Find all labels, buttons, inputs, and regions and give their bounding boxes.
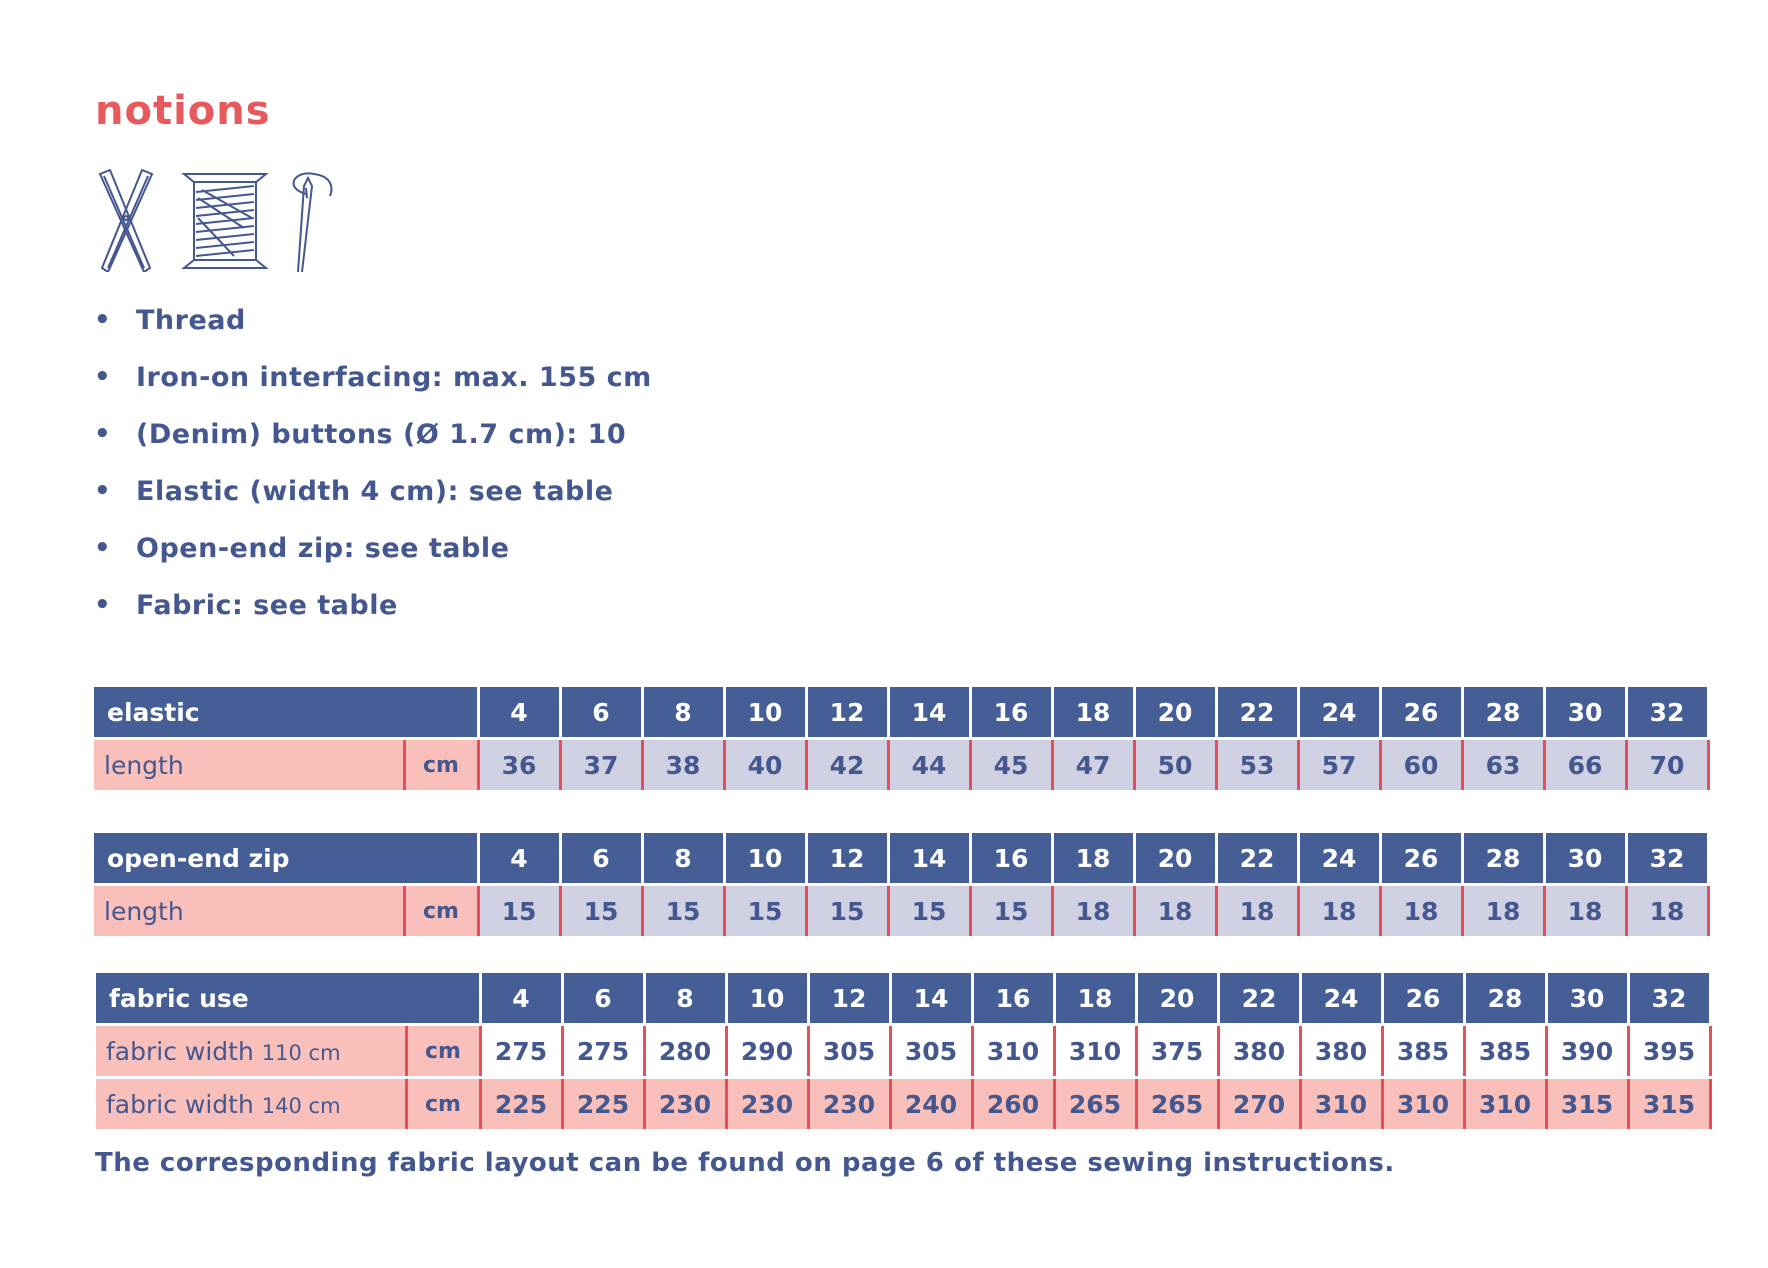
size-header: 26 bbox=[1380, 687, 1462, 737]
footnote: The corresponding fabric layout can be found on page 6 of these sewing instructions. bbox=[95, 1148, 1395, 1178]
row-label bbox=[96, 1026, 406, 1076]
size-header: 10 bbox=[724, 687, 806, 737]
table-row bbox=[96, 1079, 1710, 1129]
table-cell: 275 bbox=[562, 1026, 644, 1076]
size-header: 4 bbox=[480, 973, 562, 1023]
row-unit: cm bbox=[406, 1079, 480, 1129]
row-label-text: length bbox=[104, 896, 184, 926]
size-header: 24 bbox=[1298, 833, 1380, 883]
table-cell: 385 bbox=[1464, 1026, 1546, 1076]
size-header: 8 bbox=[642, 687, 724, 737]
table-cell: 315 bbox=[1628, 1079, 1710, 1129]
row-label-text: fabric width bbox=[106, 1036, 254, 1066]
size-header: 6 bbox=[560, 687, 642, 737]
list-item: • (Denim) buttons (Ø 1.7 cm): 10 bbox=[94, 419, 627, 450]
row-label bbox=[94, 886, 404, 936]
table-cell: 290 bbox=[726, 1026, 808, 1076]
table-cell: 18 bbox=[1216, 886, 1298, 936]
size-header: 30 bbox=[1544, 687, 1626, 737]
size-header: 16 bbox=[972, 973, 1054, 1023]
row-label-suffix: 110 cm bbox=[261, 1040, 341, 1065]
list-item-text: Open-end zip: see table bbox=[136, 533, 510, 564]
size-header: 18 bbox=[1052, 833, 1134, 883]
list-item: • Elastic (width 4 cm): see table bbox=[94, 476, 614, 507]
notions-list bbox=[94, 305, 652, 647]
table-cell: 60 bbox=[1380, 740, 1462, 790]
table-cell: 380 bbox=[1218, 1026, 1300, 1076]
table-row bbox=[94, 886, 1708, 936]
table-cell: 15 bbox=[970, 886, 1052, 936]
table-cell: 265 bbox=[1136, 1079, 1218, 1129]
row-label-text: length bbox=[104, 750, 184, 780]
size-header: 12 bbox=[806, 833, 888, 883]
size-header: 8 bbox=[642, 833, 724, 883]
table-cell: 66 bbox=[1544, 740, 1626, 790]
table-header-row bbox=[94, 833, 1708, 883]
table-cell: 37 bbox=[560, 740, 642, 790]
table-cell: 45 bbox=[970, 740, 1052, 790]
table-cell: 36 bbox=[478, 740, 560, 790]
size-header: 26 bbox=[1380, 833, 1462, 883]
size-header: 18 bbox=[1052, 687, 1134, 737]
size-header: 20 bbox=[1136, 973, 1218, 1023]
size-header: 8 bbox=[644, 973, 726, 1023]
row-label bbox=[96, 1079, 406, 1129]
table-cell: 225 bbox=[562, 1079, 644, 1129]
size-header: 18 bbox=[1054, 973, 1136, 1023]
table-cell: 280 bbox=[644, 1026, 726, 1076]
size-header: 26 bbox=[1382, 973, 1464, 1023]
notions-icons bbox=[94, 168, 354, 272]
row-label bbox=[94, 740, 404, 790]
list-item-text: Thread bbox=[136, 305, 246, 336]
list-item: • Iron-on interfacing: max. 155 cm bbox=[94, 362, 652, 393]
table-cell: 305 bbox=[808, 1026, 890, 1076]
table-cell: 40 bbox=[724, 740, 806, 790]
table-cell: 63 bbox=[1462, 740, 1544, 790]
list-item-text: Fabric: see table bbox=[136, 590, 398, 621]
table-row bbox=[96, 1026, 1710, 1076]
table-cell: 390 bbox=[1546, 1026, 1628, 1076]
size-header: 22 bbox=[1216, 687, 1298, 737]
table-header-row bbox=[96, 973, 1710, 1023]
row-unit: cm bbox=[406, 1026, 480, 1076]
size-header: 10 bbox=[724, 833, 806, 883]
size-header: 14 bbox=[888, 687, 970, 737]
table-cell: 225 bbox=[480, 1079, 562, 1129]
size-header: 16 bbox=[970, 687, 1052, 737]
list-item-text: Iron-on interfacing: max. 155 cm bbox=[136, 362, 652, 393]
size-header: 30 bbox=[1544, 833, 1626, 883]
size-header: 22 bbox=[1216, 833, 1298, 883]
size-header: 32 bbox=[1628, 973, 1710, 1023]
size-header: 32 bbox=[1626, 687, 1708, 737]
size-header: 20 bbox=[1134, 833, 1216, 883]
size-header: 30 bbox=[1546, 973, 1628, 1023]
table-header-row bbox=[94, 687, 1708, 737]
list-item-text: Elastic (width 4 cm): see table bbox=[136, 476, 614, 507]
table-cell: 44 bbox=[888, 740, 970, 790]
table-cell: 18 bbox=[1626, 886, 1708, 936]
table-cell: 18 bbox=[1298, 886, 1380, 936]
size-header: 22 bbox=[1218, 973, 1300, 1023]
row-label-suffix: 140 cm bbox=[261, 1093, 341, 1118]
list-item: • Thread bbox=[94, 305, 246, 336]
size-header: 4 bbox=[478, 833, 560, 883]
table-cell: 18 bbox=[1462, 886, 1544, 936]
table-cell: 315 bbox=[1546, 1079, 1628, 1129]
table-cell: 18 bbox=[1380, 886, 1462, 936]
table-cell: 18 bbox=[1544, 886, 1626, 936]
table-cell: 310 bbox=[1300, 1079, 1382, 1129]
table-cell: 375 bbox=[1136, 1026, 1218, 1076]
thread-spool-icon bbox=[184, 174, 266, 268]
table-cell: 230 bbox=[726, 1079, 808, 1129]
size-header: 12 bbox=[808, 973, 890, 1023]
table-cell: 50 bbox=[1134, 740, 1216, 790]
table-row bbox=[94, 740, 1708, 790]
table-cell: 240 bbox=[890, 1079, 972, 1129]
table-cell: 15 bbox=[724, 886, 806, 936]
page-title: notions bbox=[95, 88, 271, 134]
size-header: 28 bbox=[1462, 833, 1544, 883]
table-cell: 310 bbox=[1054, 1026, 1136, 1076]
table-cell: 15 bbox=[888, 886, 970, 936]
table-cell: 38 bbox=[642, 740, 724, 790]
size-header: 6 bbox=[562, 973, 644, 1023]
size-header: 16 bbox=[970, 833, 1052, 883]
size-header: 24 bbox=[1300, 973, 1382, 1023]
table-cell: 15 bbox=[478, 886, 560, 936]
table-cell: 310 bbox=[972, 1026, 1054, 1076]
table-title: fabric use bbox=[96, 973, 480, 1023]
table-cell: 305 bbox=[890, 1026, 972, 1076]
size-header: 24 bbox=[1298, 687, 1380, 737]
row-unit: cm bbox=[404, 886, 478, 936]
table-cell: 230 bbox=[808, 1079, 890, 1129]
size-header: 14 bbox=[888, 833, 970, 883]
table-cell: 70 bbox=[1626, 740, 1708, 790]
table-cell: 270 bbox=[1218, 1079, 1300, 1129]
table-cell: 310 bbox=[1464, 1079, 1546, 1129]
size-header: 12 bbox=[806, 687, 888, 737]
size-header: 10 bbox=[726, 973, 808, 1023]
table-cell: 230 bbox=[644, 1079, 726, 1129]
table-title: elastic bbox=[94, 687, 478, 737]
table-cell: 15 bbox=[806, 886, 888, 936]
table-cell: 385 bbox=[1382, 1026, 1464, 1076]
table-cell: 18 bbox=[1052, 886, 1134, 936]
zip-table bbox=[94, 833, 1710, 936]
elastic-table bbox=[94, 687, 1710, 790]
table-cell: 310 bbox=[1382, 1079, 1464, 1129]
size-header: 14 bbox=[890, 973, 972, 1023]
needle-icon bbox=[294, 173, 332, 272]
table-cell: 42 bbox=[806, 740, 888, 790]
table-title: open-end zip bbox=[94, 833, 478, 883]
table-cell: 260 bbox=[972, 1079, 1054, 1129]
scissors-icon bbox=[100, 170, 152, 272]
fabric-table bbox=[96, 973, 1712, 1129]
size-header: 20 bbox=[1134, 687, 1216, 737]
size-header: 28 bbox=[1464, 973, 1546, 1023]
table-cell: 47 bbox=[1052, 740, 1134, 790]
table-cell: 265 bbox=[1054, 1079, 1136, 1129]
list-item-text: (Denim) buttons (Ø 1.7 cm): 10 bbox=[136, 419, 627, 450]
table-cell: 275 bbox=[480, 1026, 562, 1076]
row-label-text: fabric width bbox=[106, 1089, 254, 1119]
table-cell: 380 bbox=[1300, 1026, 1382, 1076]
list-item: • Open-end zip: see table bbox=[94, 533, 510, 564]
list-item: • Fabric: see table bbox=[94, 590, 398, 621]
size-header: 28 bbox=[1462, 687, 1544, 737]
table-cell: 15 bbox=[560, 886, 642, 936]
table-cell: 395 bbox=[1628, 1026, 1710, 1076]
size-header: 6 bbox=[560, 833, 642, 883]
table-cell: 53 bbox=[1216, 740, 1298, 790]
table-cell: 57 bbox=[1298, 740, 1380, 790]
table-cell: 15 bbox=[642, 886, 724, 936]
size-header: 4 bbox=[478, 687, 560, 737]
table-cell: 18 bbox=[1134, 886, 1216, 936]
size-header: 32 bbox=[1626, 833, 1708, 883]
row-unit: cm bbox=[404, 740, 478, 790]
